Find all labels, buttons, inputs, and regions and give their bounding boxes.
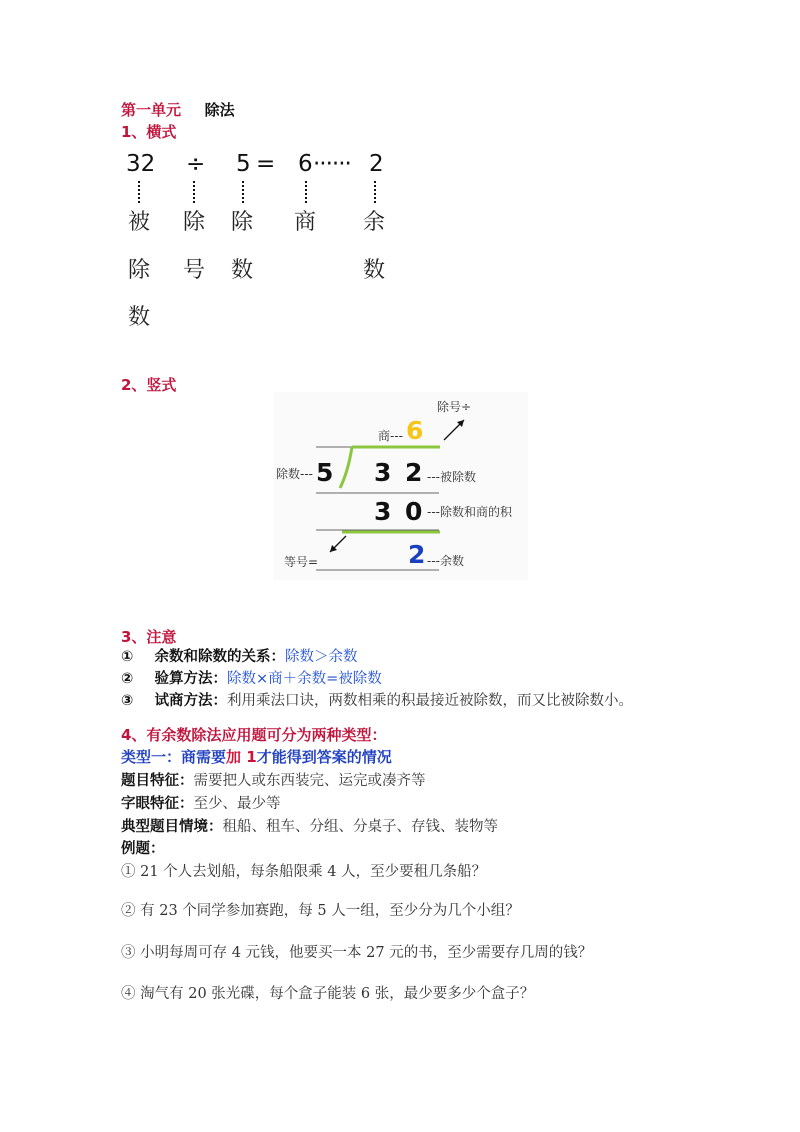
note-item-2-num: ② bbox=[121, 671, 134, 687]
feature-row-3 bbox=[121, 815, 498, 836]
type1-heading bbox=[121, 746, 392, 767]
label-equals: 等号= bbox=[284, 555, 319, 569]
long-division-diagram bbox=[274, 392, 528, 580]
feature-3-label: 典型题目情境： bbox=[121, 819, 223, 835]
note-item-1-label: 余数和除数的关系： bbox=[154, 649, 285, 665]
dividend-digit-2: 2 bbox=[405, 458, 423, 487]
label-remainder-2: 数 bbox=[363, 258, 386, 283]
label-dividend: ---被除数 bbox=[427, 470, 476, 484]
feature-row-1 bbox=[121, 769, 426, 790]
label-quotient: 商 bbox=[294, 210, 317, 235]
feature-1-text: 需要把人或东西装完、运完或凑齐等 bbox=[193, 773, 426, 789]
division-bracket bbox=[340, 447, 352, 488]
label-dividend-3: 数 bbox=[128, 305, 151, 330]
dividend-digit-1: 3 bbox=[374, 458, 392, 487]
quotient-digit: 6 bbox=[406, 416, 424, 445]
label-dividend-2: 除 bbox=[128, 258, 151, 283]
divisor-digit: 5 bbox=[316, 458, 334, 487]
section1-heading: 1、横式 bbox=[121, 123, 177, 141]
section3-heading: 3、注意 bbox=[121, 628, 177, 646]
eq-quotient: 6 bbox=[298, 151, 313, 177]
note-item-2 bbox=[121, 667, 382, 688]
product-digit-2: 0 bbox=[405, 497, 423, 526]
type1-prefix: 类型一：商需要 bbox=[121, 748, 227, 766]
example-3: ③ 小明每周可存 4 元钱，他要买一本 27 元的书，至少需要存几周的钱？ bbox=[121, 945, 593, 961]
example-4: ④ 淘气有 20 张光碟，每个盒子能装 6 张，最少要多少个盒子？ bbox=[121, 986, 535, 1002]
product-digit-1: 3 bbox=[374, 497, 392, 526]
connector-remainder bbox=[374, 181, 376, 203]
label-div-sign-1: 除 bbox=[183, 210, 206, 235]
remainder-digit: 2 bbox=[408, 540, 426, 569]
page-title bbox=[121, 99, 235, 120]
eq-remainder: 2 bbox=[369, 151, 384, 177]
example-2: ② 有 23 个同学参加赛跑，每 5 人一组，至少分为几个小组？ bbox=[121, 903, 520, 919]
feature-2-text: 至少、最少等 bbox=[193, 796, 281, 812]
feature-row-2 bbox=[121, 792, 281, 813]
unit-topic: 除法 bbox=[204, 101, 235, 119]
examples-label: 例题： bbox=[121, 841, 165, 857]
label-div-sign: 除号÷ bbox=[437, 400, 472, 414]
type1-highlight: 加 1 bbox=[226, 748, 257, 766]
connector-dividend bbox=[138, 181, 140, 203]
feature-3-text: 租船、租车、分组、分桌子、存钱、装物等 bbox=[222, 819, 498, 835]
eq-ellipsis: ······ bbox=[313, 151, 351, 177]
connector-quotient bbox=[305, 181, 307, 203]
label-dividend-1: 被 bbox=[128, 210, 151, 235]
note-item-3-num: ③ bbox=[121, 693, 134, 709]
note-item-1-num: ① bbox=[121, 649, 134, 665]
eq-divisor: 5 bbox=[236, 151, 251, 177]
eq-dividend: 32 bbox=[126, 151, 156, 177]
label-remainder: ---余数 bbox=[427, 554, 464, 568]
note-item-1 bbox=[121, 645, 358, 666]
label-divisor-1: 除 bbox=[231, 210, 254, 235]
note-item-2-text: 除数×商＋余数=被除数 bbox=[227, 671, 382, 687]
note-item-3 bbox=[121, 689, 633, 710]
label-remainder-1: 余 bbox=[363, 210, 386, 235]
section4-heading: 4、有余数除法应用题可分为两种类型： bbox=[121, 726, 387, 744]
note-item-3-text: 利用乘法口诀，两数相乘的积最接近被除数，而又比被除数小。 bbox=[227, 693, 633, 709]
label-div-sign-2: 号 bbox=[183, 258, 206, 283]
connector-div-sign bbox=[193, 181, 195, 203]
connector-divisor bbox=[242, 181, 244, 203]
eq-equals: = bbox=[256, 151, 276, 177]
feature-1-label: 题目特征： bbox=[121, 773, 194, 789]
section2-heading: 2、竖式 bbox=[121, 376, 177, 394]
label-quotient: 商--- bbox=[378, 429, 403, 443]
eq-div-sign: ÷ bbox=[186, 151, 206, 177]
type1-suffix: 才能得到答案的情况 bbox=[256, 748, 392, 766]
feature-2-label: 字眼特征： bbox=[121, 796, 194, 812]
note-item-2-label: 验算方法： bbox=[154, 671, 227, 687]
label-divisor-2: 数 bbox=[231, 258, 254, 283]
note-item-3-label: 试商方法： bbox=[154, 693, 227, 709]
diagram-lines bbox=[274, 392, 528, 580]
label-divisor: 除数--- bbox=[276, 467, 313, 481]
unit-label: 第一单元 bbox=[121, 101, 182, 119]
note-item-1-text: 除数＞余数 bbox=[285, 649, 358, 665]
label-product: ---除数和商的积 bbox=[427, 505, 512, 519]
example-1: ① 21 个人去划船，每条船限乘 4 人，至少要租几条船？ bbox=[121, 864, 487, 880]
